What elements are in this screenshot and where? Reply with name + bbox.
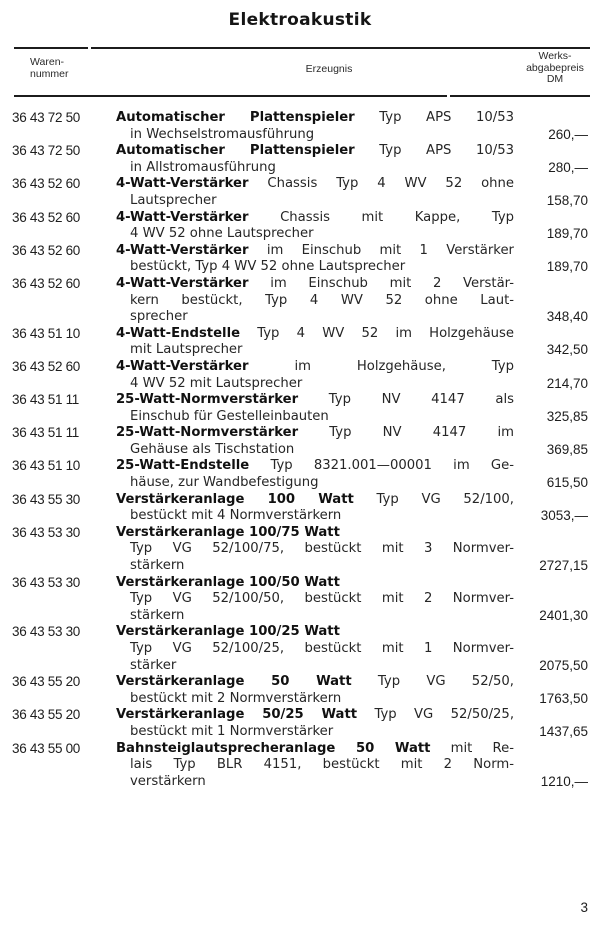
product-name: Verstärkeranlage 50/25 Watt — [116, 707, 358, 723]
product-first-line — [116, 176, 514, 193]
product-description — [116, 525, 514, 575]
product-description — [116, 110, 514, 143]
price-dm: 342,50 — [546, 342, 588, 358]
page-number: 3 — [580, 900, 588, 915]
product-first-line — [116, 143, 514, 160]
article-number: 36 43 53 30 — [12, 524, 81, 540]
table-row — [0, 624, 600, 674]
product-description — [116, 674, 514, 707]
article-number: 36 43 55 20 — [12, 674, 81, 690]
product-description — [116, 458, 514, 491]
price-dm: 260,— — [548, 126, 588, 142]
product-description — [116, 210, 514, 243]
product-description — [116, 359, 514, 392]
table-row — [0, 359, 600, 392]
article-number: 36 43 51 10 — [12, 458, 81, 474]
product-name: Verstärkeranlage 50 Watt — [116, 674, 352, 690]
table-header — [14, 47, 590, 95]
table-row — [0, 143, 600, 176]
header-line: DM — [546, 73, 564, 85]
product-name: Bahnsteiglautsprecheranlage 50 Watt — [116, 740, 431, 756]
price-dm: 3053,— — [540, 508, 588, 524]
price-dm: 1210,— — [540, 773, 588, 789]
article-number: 36 43 55 30 — [12, 491, 81, 507]
product-name: 4-Watt-Verstärker — [116, 275, 249, 291]
header-line: abgabepreis — [526, 61, 584, 74]
product-name: 4-Watt-Verstärker — [116, 242, 249, 258]
table-row — [0, 575, 600, 625]
table-row — [0, 492, 600, 525]
column-header-price — [520, 51, 590, 86]
product-continuation-line: verstärkern — [130, 773, 206, 789]
product-spec: Typ APS 10/53 — [379, 143, 514, 159]
product-continuation-line: 4 WV 52 mit Lautsprecher — [130, 375, 303, 391]
price-dm: 158,70 — [546, 192, 588, 208]
article-number: 36 43 72 50 — [12, 110, 81, 125]
price-dm: 189,70 — [546, 259, 588, 275]
price-dm: 615,50 — [546, 475, 588, 491]
product-first-line — [116, 707, 514, 724]
table-row — [0, 525, 600, 575]
product-continuation-line: mit Lautsprecher — [130, 342, 243, 358]
table-row — [0, 392, 600, 425]
product-continuation-line: bestückt mit 1 Normverstärker — [130, 723, 334, 739]
product-continuation-line: bestückt mit 4 Normverstärkern — [130, 508, 342, 524]
price-dm: 1763,50 — [539, 690, 588, 706]
product-spec: Chassis mit Kappe, Typ — [280, 209, 514, 225]
table-row — [0, 210, 600, 243]
table-row — [0, 741, 600, 791]
product-description — [116, 176, 514, 209]
product-description — [116, 243, 514, 276]
product-continuation-line: Typ VG 52/100/50, bestückt mit 2 Normver- — [130, 591, 514, 607]
price-dm: 348,40 — [546, 309, 588, 325]
product-first-line — [116, 458, 514, 475]
article-number: 36 43 53 30 — [12, 624, 81, 640]
product-spec: im Einschub mit 1 Verstärker — [266, 242, 514, 258]
product-name: 4-Watt-Verstärker — [116, 176, 249, 192]
product-spec: Typ VG 52/100, — [376, 491, 514, 507]
product-first-line — [116, 110, 514, 127]
product-description — [116, 425, 514, 458]
product-first-line — [116, 425, 514, 442]
product-name: 4-Watt-Verstärker — [116, 358, 249, 374]
article-number: 36 43 53 30 — [12, 574, 81, 590]
product-spec: Typ VG 52/50, — [377, 674, 514, 690]
product-name: Verstärkeranlage 100 Watt — [116, 491, 354, 507]
product-continuation-line: stärkern — [130, 607, 185, 623]
product-first-line — [116, 741, 514, 758]
product-continuation-line: Gehäuse als Tischstation — [130, 441, 295, 457]
table-row — [0, 110, 600, 143]
product-description — [116, 575, 514, 625]
header-line: Waren- — [30, 56, 65, 68]
price-dm: 189,70 — [546, 226, 588, 242]
price-dm: 2401,30 — [539, 607, 588, 623]
product-spec: Typ NV 4147 im — [329, 425, 514, 441]
product-spec: Typ 8321.001—00001 im Ge- — [270, 458, 514, 474]
product-name: 4-Watt-Endstelle — [116, 325, 241, 341]
article-number: 36 43 72 50 — [12, 143, 81, 159]
article-number: 36 43 55 20 — [12, 707, 81, 723]
article-number: 36 43 51 11 — [12, 425, 80, 441]
product-description — [116, 741, 514, 791]
table-row — [0, 176, 600, 209]
product-continuation-line: Einschub für Gestelleinbauten — [130, 408, 329, 424]
product-first-line — [116, 326, 514, 343]
product-continuation-line: stärker — [130, 657, 177, 673]
table-row — [0, 425, 600, 458]
header-line: nummer — [30, 67, 69, 80]
table-row — [0, 326, 600, 359]
product-first-line — [116, 276, 514, 293]
article-number: 36 43 55 00 — [12, 740, 81, 756]
product-continuation-line: bestückt mit 2 Normverstärkern — [130, 690, 342, 706]
table-row — [0, 707, 600, 740]
product-first-line — [116, 359, 514, 376]
product-continuation-line: kern bestückt, Typ 4 WV 52 ohne Laut- — [130, 292, 514, 308]
product-name: 25-Watt-Normverstärker — [116, 425, 299, 441]
product-first-line — [116, 575, 514, 592]
product-first-line — [116, 674, 514, 691]
product-continuation-line: stärkern — [130, 558, 185, 574]
product-first-line — [116, 624, 514, 641]
table-row — [0, 243, 600, 276]
product-spec: Typ VG 52/50/25, — [374, 707, 515, 723]
article-number: 36 43 52 60 — [12, 209, 81, 225]
product-spec: mit Re- — [450, 740, 514, 756]
product-continuation-line: in Wechselstromausführung — [130, 126, 315, 142]
table-row — [0, 674, 600, 707]
article-number: 36 43 51 11 — [12, 392, 80, 408]
price-dm: 280,— — [548, 159, 588, 175]
product-continuation-line: häuse, zur Wandbefestigung — [130, 475, 319, 491]
price-dm: 214,70 — [546, 375, 588, 391]
header-bottom-rule — [450, 95, 590, 97]
product-description — [116, 492, 514, 525]
header-top-rule — [91, 47, 590, 49]
product-continuation-line: 4 WV 52 ohne Lautsprecher — [130, 226, 314, 242]
product-continuation-line: in Allstromausführung — [130, 159, 276, 175]
product-spec: im Holzgehäuse, Typ — [294, 358, 514, 374]
product-first-line — [116, 243, 514, 260]
article-number: 36 43 52 60 — [12, 242, 81, 258]
product-spec: Typ 4 WV 52 im Holzgehäuse — [257, 325, 514, 341]
article-number: 36 43 52 60 — [12, 176, 81, 192]
product-continuation-line: Typ VG 52/100/75, bestückt mit 3 Normver- — [130, 541, 514, 557]
product-continuation-line: bestückt, Typ 4 WV 52 ohne Lautsprecher — [130, 259, 406, 275]
product-continuation-line: Lautsprecher — [130, 192, 217, 208]
header-bottom-rule — [14, 95, 447, 97]
price-dm: 2727,15 — [539, 558, 588, 574]
product-first-line — [116, 492, 514, 509]
product-description — [116, 392, 514, 425]
price-dm: 2075,50 — [539, 657, 588, 673]
product-continuation-line: Typ VG 52/100/25, bestückt mit 1 Normver- — [130, 641, 514, 656]
product-name: 25-Watt-Normverstärker — [116, 392, 299, 408]
table-row — [0, 458, 600, 491]
product-description — [116, 624, 514, 674]
product-description — [116, 276, 514, 326]
product-first-line — [116, 210, 514, 227]
product-name: Verstärkeranlage 100/50 Watt — [116, 574, 340, 590]
price-list — [0, 110, 600, 790]
product-spec: im Einschub mit 2 Verstär- — [270, 275, 514, 291]
product-name: 25-Watt-Endstelle — [116, 458, 250, 474]
table-row — [0, 276, 600, 326]
article-number: 36 43 52 60 — [12, 358, 81, 374]
article-number: 36 43 52 60 — [12, 275, 81, 291]
product-first-line — [116, 525, 514, 542]
product-description — [116, 143, 514, 176]
product-description — [116, 326, 514, 359]
column-header-product: Erzeugnis — [305, 63, 353, 75]
product-name: 4-Watt-Verstärker — [116, 209, 249, 225]
product-name: Verstärkeranlage 100/75 Watt — [116, 524, 340, 540]
header-line: Werks- — [538, 50, 572, 62]
price-dm: 369,85 — [546, 441, 588, 457]
product-first-line — [116, 392, 514, 409]
product-continuation-line: sprecher — [130, 309, 188, 325]
product-spec: Typ APS 10/53 — [379, 110, 514, 125]
product-description — [116, 707, 514, 740]
column-header-code — [30, 57, 69, 80]
product-spec: Typ NV 4147 als — [328, 392, 514, 408]
product-name: Verstärkeranlage 100/25 Watt — [116, 624, 340, 640]
price-dm: 325,85 — [546, 408, 588, 424]
product-spec: Chassis Typ 4 WV 52 ohne — [267, 176, 514, 192]
price-dm: 1437,65 — [539, 723, 588, 739]
article-number: 36 43 51 10 — [12, 325, 81, 341]
header-top-rule — [14, 47, 88, 49]
page-title: Elektroakustik — [228, 10, 372, 30]
product-name: Automatischer Plattenspieler — [116, 143, 355, 159]
product-name: Automatischer Plattenspieler — [116, 110, 355, 125]
product-continuation-line: lais Typ BLR 4151, bestückt mit 2 Norm- — [130, 757, 514, 773]
